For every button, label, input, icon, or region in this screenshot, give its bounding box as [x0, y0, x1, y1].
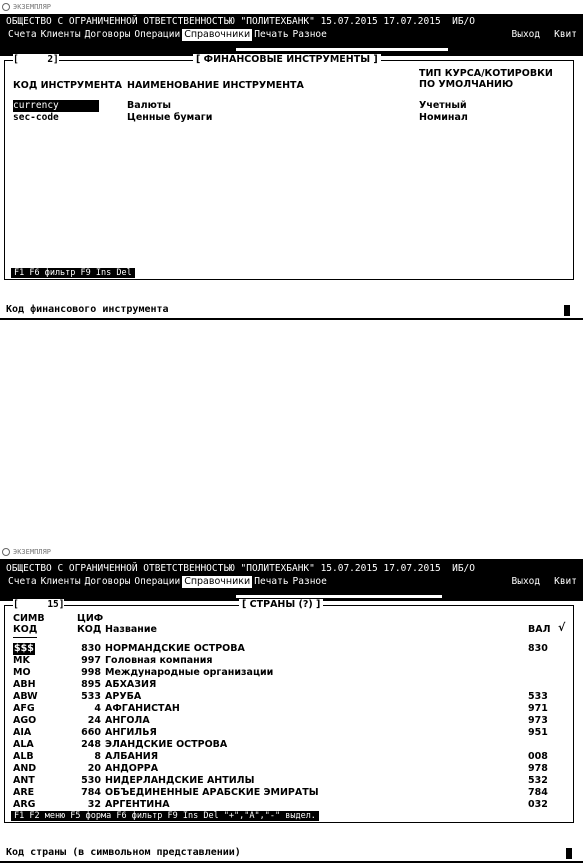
country-currency-cell: 784: [528, 787, 548, 798]
menu-item-exit[interactable]: Выход: [511, 29, 541, 40]
column-header-symbol-line2: КОД: [13, 624, 38, 635]
country-symbol-cell[interactable]: AGO: [13, 715, 37, 726]
terminal-window-countries: [0, 545, 583, 864]
status-line: Код страны (в символьном представлении): [6, 847, 241, 858]
menu-item-misc[interactable]: Разное: [292, 29, 327, 40]
menu-item-clients[interactable]: Клиенты: [40, 29, 81, 40]
country-name-cell: АЛБАНИЯ: [105, 751, 159, 762]
country-symbol-cell[interactable]: MK: [13, 655, 30, 666]
instrument-rate-cell: Учетный: [419, 100, 467, 111]
country-numeric-cell: 4: [94, 703, 101, 714]
country-symbol-cell[interactable]: ALB: [13, 751, 34, 762]
record-counter: [ 15]: [13, 599, 65, 610]
country-symbol-cell[interactable]: AIA: [13, 727, 32, 738]
column-header-currency: ВАЛ: [528, 624, 551, 635]
country-currency-cell: 971: [528, 703, 548, 714]
function-key-hints: F1 F2 меню F5 форма F6 фильтр F9 Ins Del "+","A","-" выдел.: [11, 811, 319, 821]
bottom-border: [0, 861, 583, 863]
menu-item-misc[interactable]: Разное: [292, 576, 327, 587]
main-menu: [6, 576, 583, 588]
country-currency-cell: 978: [528, 763, 548, 774]
country-numeric-cell: 20: [87, 763, 101, 774]
menu-item-directories[interactable]: Справочники: [184, 29, 251, 40]
country-name-cell: НОРМАНДСКИЕ ОСТРОВА: [105, 643, 245, 654]
instruments-panel: [4, 54, 574, 280]
country-name-cell: АРУБА: [105, 691, 142, 702]
column-header-rate-line1: ТИП КУРСА/КОТИРОВКИ: [419, 68, 553, 79]
column-header-check: √: [558, 621, 566, 634]
menu-band: [0, 559, 583, 601]
country-symbol-cell[interactable]: ABH: [13, 679, 36, 690]
country-name-cell: АРГЕНТИНА: [105, 799, 170, 810]
window-title: ЭКЗЕМПЛЯР: [13, 548, 51, 556]
instrument-name-cell: Валюты: [127, 100, 171, 111]
menu-item-print[interactable]: Печать: [254, 576, 289, 587]
country-numeric-cell: 533: [81, 691, 101, 702]
column-header-rate-line2: ПО УМОЛЧАНИЮ: [419, 79, 514, 90]
country-name-cell: ЭЛАНДСКИЕ ОСТРОВА: [105, 739, 228, 750]
submenu-indicator: [236, 48, 448, 51]
menu-item-receipt[interactable]: Квит: [554, 576, 577, 587]
country-name-cell: АФГАНИСТАН: [105, 703, 180, 714]
header-line: ОБЩЕСТВО С ОГРАНИЧЕННОЙ ОТВЕТСТВЕННОСТЬЮ "ПОЛИТЕХБАНК" 15.07.2015 17.07.2015 ИБ/О: [6, 16, 475, 27]
country-numeric-cell: 998: [81, 667, 101, 678]
country-numeric-cell: 530: [81, 775, 101, 786]
country-name-cell: АНГИЛЬЯ: [105, 727, 157, 738]
menu-band: [0, 14, 583, 56]
bottom-border: [0, 318, 583, 320]
instrument-code-cell[interactable]: currency: [13, 100, 99, 112]
country-currency-cell: 032: [528, 799, 548, 810]
country-symbol-cell[interactable]: AND: [13, 763, 37, 774]
country-currency-cell: 533: [528, 691, 548, 702]
instrument-rate-cell: Номинал: [419, 112, 468, 123]
country-numeric-cell: 895: [81, 679, 101, 690]
menu-item-contracts[interactable]: Договоры: [84, 576, 131, 587]
country-name-cell: НИДЕРЛАНДСКИЕ АНТИЛЫ: [105, 775, 255, 786]
country-currency-cell: 951: [528, 727, 548, 738]
column-header-numeric-line2: КОД: [77, 624, 102, 635]
country-symbol-cell[interactable]: MO: [13, 667, 31, 678]
country-currency-cell: 830: [528, 643, 548, 654]
column-header-name: НАИМЕНОВАНИЕ ИНСТРУМЕНТА: [127, 80, 304, 91]
instrument-code-cell[interactable]: sec-code: [13, 112, 59, 123]
country-symbol-cell[interactable]: ALA: [13, 739, 34, 750]
column-header-name: Название: [105, 624, 157, 635]
country-name-cell: Головная компания: [105, 655, 213, 666]
main-menu: [6, 29, 583, 41]
country-name-cell: ОБЪЕДИНЕННЫЕ АРАБСКИЕ ЭМИРАТЫ: [105, 787, 319, 798]
country-symbol-cell[interactable]: AFG: [13, 703, 35, 714]
panel-title: [ СТРАНЫ (?) ]: [239, 599, 323, 610]
country-name-cell: Международные организации: [105, 667, 274, 678]
menu-item-clients[interactable]: Клиенты: [40, 576, 81, 587]
menu-item-accounts[interactable]: Счета: [8, 29, 37, 40]
menu-item-exit[interactable]: Выход: [511, 576, 541, 587]
menu-item-contracts[interactable]: Договоры: [84, 29, 131, 40]
country-numeric-cell: 8: [94, 751, 101, 762]
function-key-hints: F1 F6 фильтр F9 Ins Del: [11, 268, 135, 278]
column-header-symbol-line1: СИМВ: [13, 613, 45, 624]
country-numeric-cell: 248: [81, 739, 101, 750]
menu-item-print[interactable]: Печать: [254, 29, 289, 40]
window-titlebar: [0, 0, 583, 14]
symbol-column-underline: [13, 637, 37, 638]
submenu-indicator: [236, 595, 442, 598]
menu-item-operations[interactable]: Операции: [134, 576, 181, 587]
country-currency-cell: 973: [528, 715, 548, 726]
country-name-cell: АНДОРРА: [105, 763, 159, 774]
column-header-numeric-line1: ЦИФ: [77, 613, 104, 624]
app-icon: [2, 548, 10, 556]
countries-panel: [4, 599, 574, 823]
country-numeric-cell: 997: [81, 655, 101, 666]
country-symbol-cell[interactable]: ANT: [13, 775, 35, 786]
menu-item-accounts[interactable]: Счета: [8, 576, 37, 587]
app-icon: [2, 3, 10, 11]
country-name-cell: АБХАЗИЯ: [105, 679, 157, 690]
country-symbol-cell[interactable]: ARE: [13, 787, 35, 798]
country-numeric-cell: 32: [87, 799, 101, 810]
country-currency-cell: 532: [528, 775, 548, 786]
country-symbol-cell[interactable]: ABW: [13, 691, 38, 702]
country-symbol-cell[interactable]: ARG: [13, 799, 36, 810]
column-header-code: КОД ИНСТРУМЕНТА: [13, 80, 122, 91]
menu-item-operations[interactable]: Операции: [134, 29, 181, 40]
country-currency-cell: 008: [528, 751, 548, 762]
header-line: ОБЩЕСТВО С ОГРАНИЧЕННОЙ ОТВЕТСТВЕННОСТЬЮ "ПОЛИТЕХБАНК" 15.07.2015 17.07.2015 ИБ/О: [6, 563, 475, 574]
menu-item-directories[interactable]: Справочники: [184, 576, 251, 587]
text-cursor: [564, 305, 570, 316]
text-cursor: [566, 848, 572, 859]
country-symbol-cell[interactable]: $$$: [14, 643, 34, 654]
country-numeric-cell: 830: [81, 643, 101, 654]
window-title: ЭКЗЕМПЛЯР: [13, 3, 51, 11]
country-numeric-cell: 24: [87, 715, 101, 726]
menu-item-receipt[interactable]: Квит: [554, 29, 577, 40]
country-name-cell: АНГОЛА: [105, 715, 150, 726]
panel-title: [ ФИНАНСОВЫЕ ИНСТРУМЕНТЫ ]: [193, 54, 381, 65]
country-numeric-cell: 784: [81, 787, 101, 798]
country-numeric-cell: 660: [81, 727, 101, 738]
instrument-name-cell: Ценные бумаги: [127, 112, 213, 123]
window-titlebar: [0, 545, 583, 559]
terminal-window-financial-instruments: [0, 0, 583, 322]
status-line: Код финансового инструмента: [6, 304, 169, 315]
record-counter: [ 2]: [13, 54, 59, 65]
